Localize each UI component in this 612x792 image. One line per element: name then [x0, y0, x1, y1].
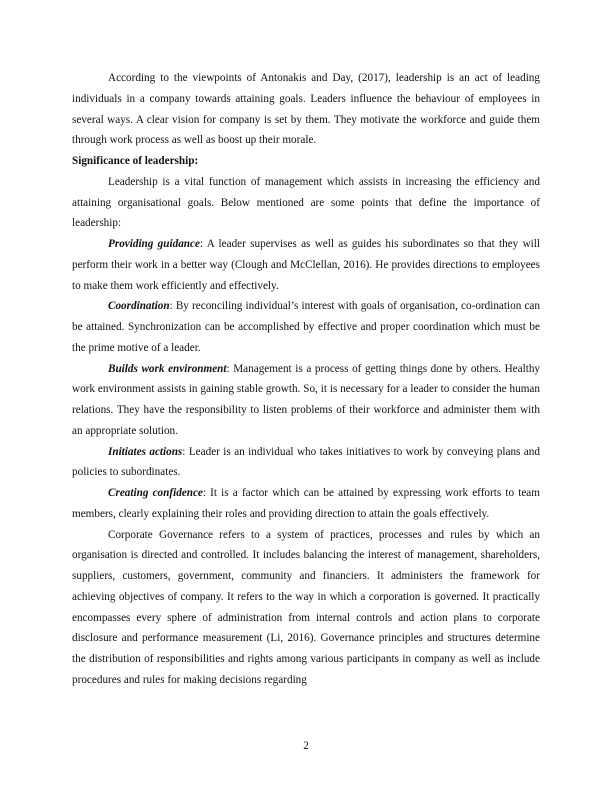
point-paragraph: [72, 359, 540, 442]
page-body: [72, 68, 540, 691]
point-term: Providing guidance: [108, 238, 200, 250]
governance-paragraph: Corporate Governance refers to a system of practices, processes and rules by which an organisation is directed and controlled. It includes balancing the interest of management, shareholders, suppliers, customers, government, community and financiers. It administers the framework for achieving objectives of company. It refers to the way in which a corporation is governed. It practically encompasses every sphere of administration from internal controls and action plans to corporate disclosure and performance measurement (Li, 2016). Governance principles and structures determine the distribution of responsibilities and rights among various participants in company as well as include procedures and rules for making decisions regarding: [72, 528, 540, 686]
point-text: : By reconciling individual’s interest with goals of organisation, co-ordination can be attained. Synchronization can be accomplished by effective and proper coordination which must be the prime motive of a leader.: [72, 300, 540, 354]
point-term: Initiates actions: [108, 445, 183, 458]
point-term: Builds work environment: [108, 362, 227, 375]
point-text: : It is a factor which can be attained by expressing work efforts to team members, clearly explaining their roles and providing direction to attain the goals effectively.: [72, 487, 540, 520]
point-term: Creating confidence: [108, 487, 203, 499]
point-paragraph: [72, 234, 540, 296]
point-text: : Leader is an individual who takes initiatives to work by conveying plans and policies to subordinates.: [72, 445, 540, 479]
section-heading: Significance of leadership:: [72, 155, 199, 167]
point-text: : A leader supervises as well as guides his subordinates so that they will perform their work in a better way (Clough and McClellan, 2016). He provides directions to employees to make them work efficiently and effectively.: [72, 238, 540, 292]
leadership-intro-paragraph: Leadership is a vital function of management which assists in increasing the efficiency and attaining organisational goals. Below mentioned are some points that define the importance of leadership:: [72, 175, 540, 230]
page-number: 2: [303, 740, 309, 752]
point-text: : Management is a process of getting things done by others. Healthy work environment assists in gaining stable growth. So, it is necessary for a leader to consider the human relations. They have the responsibility to listen problems of their workforce and administer them with an appropriate solution.: [72, 362, 541, 437]
point-paragraph: [72, 296, 540, 358]
point-term: Coordination: [108, 300, 170, 313]
point-paragraph: [72, 483, 540, 525]
intro-paragraph: According to the viewpoints of Antonakis and Day, (2017), leadership is an act of leading individuals in a company towards attaining goals. Leaders influence the behaviour of employees in several ways. A clear vision for company is set by them. They motivate the workforce and guide them through work process as well as boost up their morale.: [72, 72, 540, 147]
point-paragraph: [72, 442, 540, 484]
